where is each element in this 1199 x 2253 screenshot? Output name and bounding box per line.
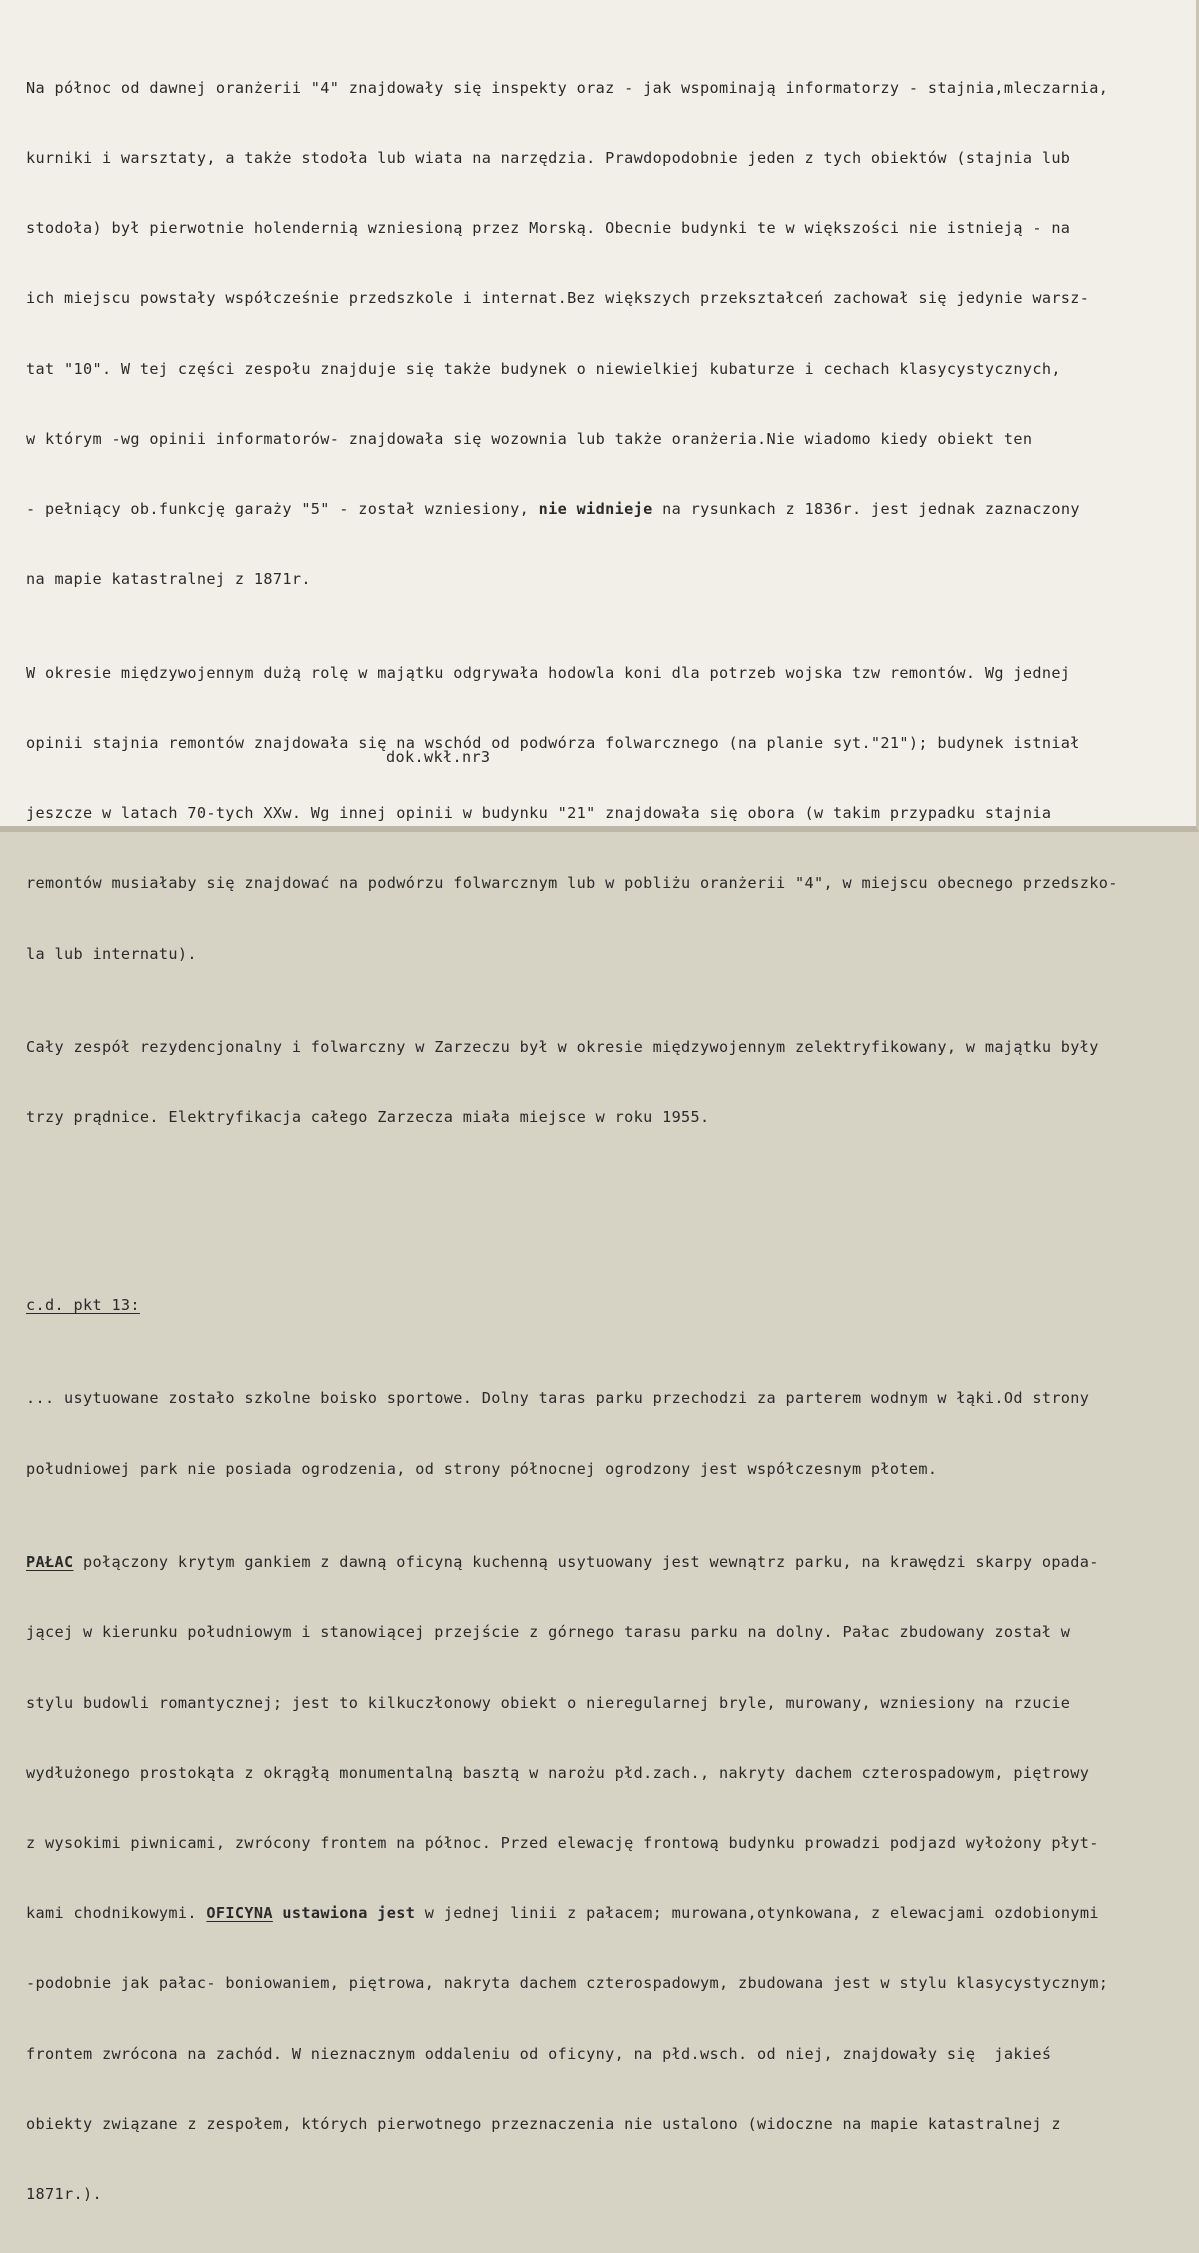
text-line <box>26 1902 1186 1925</box>
text-line: Na północ od dawnej oranżerii "4" znajdowały się inspekty oraz - jak wspominają informatorzy - stajnia,mleczarnia, <box>26 78 1109 97</box>
text-fragment: - pełniący ob.funkcję garaży "5" - został wzniesiony, <box>26 500 539 519</box>
section-heading: c.d. pkt 13: <box>26 1295 140 1314</box>
text-line: wydłużonego prostokąta z okrągłą monumentalną basztą w narożu płd.zach., nakryty dachem czterospadowym, piętrowy <box>26 1763 1090 1782</box>
text-line: kurniki i warsztaty, a także stodoła lub wiata na narzędzia. Prawdopodobnie jeden z tych obiektów (stajnia lub <box>26 149 1071 168</box>
section-label-palac: PAŁAC <box>26 1553 74 1572</box>
text-line: z wysokimi piwnicami, zwrócony frontem na północ. Przed elewację frontową budynku prowadzi podjazd wyłożony płyt- <box>26 1833 1099 1852</box>
text-fragment: połączony krytym gankiem z dawną oficyną kuchenną usytuowany jest wewnątrz parku, na krawędzi skarpy opada- <box>73 1553 1099 1572</box>
section-label-oficyna: OFICYNA <box>206 1904 273 1923</box>
text-line <box>26 1551 1186 1574</box>
text-line: stylu budowli romantycznej; jest to kilkuczłonowy obiekt o nieregularnej bryle, murowany, wzniesiony na rzucie <box>26 1693 1071 1712</box>
text-line: -podobnie jak pałac- boniowaniem, piętrowa, nakryta dachem czterospadowym, zbudowana jest w stylu klasycystycznym; <box>26 1974 1109 1993</box>
text-line: południowej park nie posiada ogrodzenia, od strony północnej ogrodzony jest współczesnym płotem. <box>26 1459 938 1478</box>
text-line: frontem zwrócona na zachód. W nieznacznym oddaleniu od oficyny, na płd.wsch. od niej, znajdowały się jakieś <box>26 2044 1052 2063</box>
text-line: ... usytuowane zostało szkolne boisko sportowe. Dolny taras parku przechodzi za parterem wodnym w łąki.Od strony <box>26 1389 1090 1408</box>
paragraph-gap <box>26 1200 1186 1223</box>
document-reference: dok.wkł.nr3 <box>386 748 491 766</box>
text-line: 1871r.). <box>26 2184 102 2203</box>
text-line: w którym -wg opinii informatorów- znajdowała się wozownia lub także oranżeria.Nie wiadomo kiedy obiekt ten <box>26 429 1033 448</box>
text-fragment: kami chodnikowymi. <box>26 1904 207 1923</box>
text-line: obiekty związane z zespołem, których pierwotnego przeznaczenia nie ustalono (widoczne na mapie katastralnej z <box>26 2114 1061 2133</box>
text-line: ich miejscu powstały współcześnie przedszkole i internat.Bez większych przekształceń zachował się jedynie warsz- <box>26 289 1090 308</box>
text-line: opinii stajnia remontów znajdowała się na wschód od podwórza folwarcznego (na planie syt."21"); budynek istniał <box>26 734 1080 753</box>
text-line: jącej w kierunku południowym i stanowiącej przejście z górnego tarasu parku na dolny. Pałac zbudowany został w <box>26 1623 1071 1642</box>
text-line <box>26 498 1186 521</box>
text-line: W okresie międzywojennym dużą rolę w majątku odgrywała hodowla koni dla potrzeb wojska tzw remontów. Wg jednej <box>26 663 1071 682</box>
text-fragment: w jednej linii z pałacem; murowana,otynkowana, z elewacjami ozdobionymi <box>415 1904 1099 1923</box>
text-line: tat "10". W tej części zespołu znajduje się także budynek o niewielkiej kubaturze i cechach klasycystycznych, <box>26 359 1061 378</box>
text-line: trzy prądnice. Elektryfikacja całego Zarzecza miała miejsce w roku 1955. <box>26 1108 710 1127</box>
emphasis-text: ustawiona jest <box>272 1904 416 1923</box>
document-body <box>26 30 1186 2253</box>
text-line: stodoła) był pierwotnie holendernią wzniesioną przez Morską. Obecnie budynki te w większości nie istnieją - na <box>26 219 1071 238</box>
text-line: la lub internatu). <box>26 944 197 963</box>
text-line: na mapie katastralnej z 1871r. <box>26 570 311 589</box>
text-line: Cały zespół rezydencjonalny i folwarczny w Zarzeczu był w okresie międzywojennym zelektryfikowany, w majątku były <box>26 1038 1099 1057</box>
emphasis-text: nie widnieje <box>538 500 653 519</box>
text-fragment: na rysunkach z 1836r. jest jednak zaznaczony <box>652 500 1080 519</box>
text-line: jeszcze w latach 70-tych XXw. Wg innej opinii w budynku "21" znajdowała się obora (w takim przypadku stajnia <box>26 804 1052 823</box>
text-line: remontów musiałaby się znajdować na podwórzu folwarcznym lub w pobliżu oranżerii "4", w miejscu obecnego przedszko- <box>26 874 1118 893</box>
